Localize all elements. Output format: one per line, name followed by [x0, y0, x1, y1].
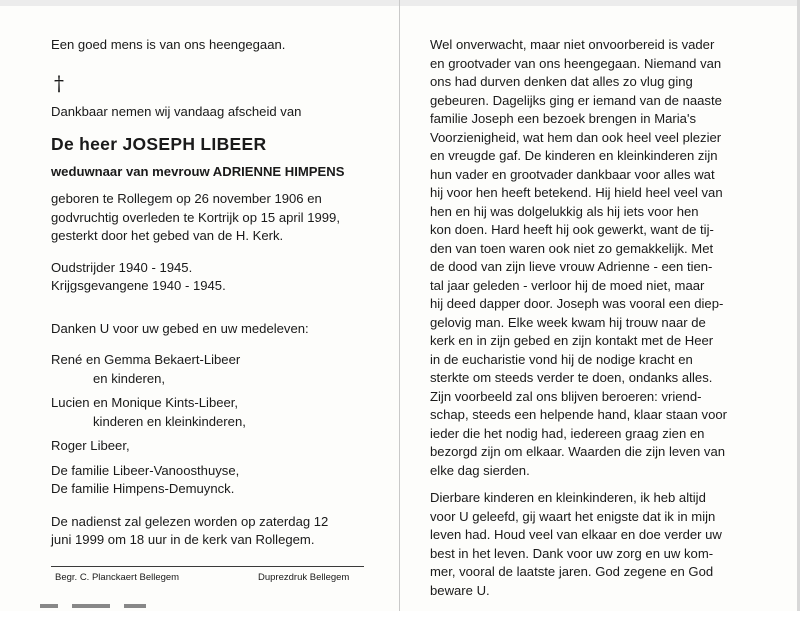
text-line: Zijn voorbeeld zal ons blijven beroeren: vriend-: [430, 388, 702, 404]
text-line: ieder die het nodig had, iedereen graag zien en: [430, 425, 705, 441]
veteran-block: [51, 259, 363, 296]
text-line: hen en hij was dolgelukkig als hij iets voor hen: [430, 203, 699, 219]
text-line: elke dag sierden.: [430, 462, 530, 478]
text-line: hij voor hen heeft betekend. Hij hield heel veel van: [430, 185, 723, 200]
text-line: gelovig man. Elke week kwam hij trouw naar de: [430, 314, 706, 330]
text-line: en grootvader van ons heengegaan. Niemand van: [430, 55, 722, 71]
text-line: bezorgd zijn om elkaar. Waarden die zijn leven van: [430, 444, 726, 459]
text-line: schap, steeds een helpende hand, klaar staan voor: [430, 407, 728, 422]
family-extra: De familie Libeer-Vanoosthuyse,: [51, 462, 240, 478]
family-extra: De familie Himpens-Demuynck.: [51, 481, 235, 496]
text-line: hij deed dapper door. Joseph was vooral een diep-: [430, 296, 724, 311]
bio-block: [51, 190, 363, 246]
scan-edge-top: [0, 0, 800, 6]
veteran-line: Krijgsgevangene 1940 - 1945.: [51, 278, 226, 293]
page-fold: [399, 0, 400, 611]
family-name: René en Gemma Bekaert-Libeer: [51, 352, 241, 367]
text-line: voor U geleefd, gij waart het enigste dat ik in mijn: [430, 508, 716, 524]
closing-paragraph: [430, 489, 752, 600]
farewell-line: Dankbaar nemen wij vandaag afscheid van: [51, 103, 302, 119]
opening-line: Een goed mens is van ons heengegaan.: [51, 37, 286, 52]
printer-credit: Duprezdruk Bellegem: [258, 572, 350, 583]
spouse-line: weduwnaar van mevrouw ADRIENNE HIMPENS: [51, 164, 345, 179]
bio-line: gesterkt door het gebed van de H. Kerk.: [51, 228, 284, 243]
veteran-line: Oudstrijder 1940 - 1945.: [51, 259, 193, 275]
right-page: [430, 36, 752, 600]
text-line: kon doen. Hard heeft hij ook gewerkt, want de tij-: [430, 222, 714, 237]
text-line: beware U.: [430, 582, 490, 598]
family-block: [51, 351, 363, 499]
text-line: leven had. Houd veel van elkaar en doe verder uw: [430, 527, 722, 542]
mass-line: juni 1999 om 18 uur in de kerk van Rollegem.: [51, 532, 315, 547]
text-line: en vreugde gaf. De kinderen en kleinkinderen zijn: [430, 148, 718, 163]
text-line: Wel onverwacht, maar niet onvoorbereid is vader: [430, 37, 715, 52]
text-line: ons had durven denken dat alles zo vlug ging: [430, 74, 693, 89]
bio-line: godvruchtig overleden te Kortrijk op 15 april 1999,: [51, 209, 340, 225]
thanks-line: Danken U voor uw gebed en uw medeleven:: [51, 320, 309, 336]
mass-block: [51, 513, 363, 550]
footer-divider: [51, 566, 364, 567]
family-sub: kinderen en kleinkinderen,: [93, 413, 246, 429]
family-name: Lucien en Monique Kints-Libeer,: [51, 395, 239, 410]
text-line: in de eucharistie vond hij de nodige kracht en: [430, 351, 693, 367]
text-line: best in het leven. Dank voor uw zorg en uw kom-: [430, 545, 714, 561]
text-line: gebeuren. Dagelijks ging er iemand van de naaste: [430, 92, 722, 108]
cross-icon: †: [54, 70, 64, 95]
deceased-name: De heer JOSEPH LIBEER: [51, 134, 267, 154]
text-line: de dood van zijn lieve vrouw Adrienne - een tien-: [430, 259, 713, 274]
scan-edge-mark: [40, 604, 170, 608]
family-name: Roger Libeer,: [51, 438, 130, 453]
family-sub: en kinderen,: [93, 370, 166, 386]
text-line: sterkte om steeds verder te doen, ondanks alles.: [430, 370, 713, 385]
mass-line: De nadienst zal gelezen worden op zaterdag 12: [51, 513, 329, 529]
text-line: familie Joseph een bezoek brengen in Maria's: [430, 111, 696, 126]
eulogy-paragraph: [430, 36, 752, 480]
text-line: Dierbare kinderen en kleinkinderen, ik heb altijd: [430, 490, 706, 505]
bio-line: geboren te Rollegem op 26 november 1906 en: [51, 191, 322, 206]
text-line: kerk en in zijn gebed en zijn kontakt met de Heer: [430, 333, 714, 348]
text-line: tal jaar geleden - verloor hij de moed niet, maar: [430, 277, 705, 293]
text-line: den van toen waren ook niet zo gemakkelijk. Met: [430, 240, 714, 256]
left-page: [51, 36, 363, 550]
text-line: Voorzienigheid, wat hem dan ook heel veel plezier: [430, 129, 722, 145]
text-line: hun vader en grootvader dankbaar voor alles wat: [430, 166, 715, 182]
text-line: mer, vooral de laatste jaren. God zegene en God: [430, 564, 714, 579]
undertaker-credit: Begr. C. Planckaert Bellegem: [55, 572, 180, 583]
